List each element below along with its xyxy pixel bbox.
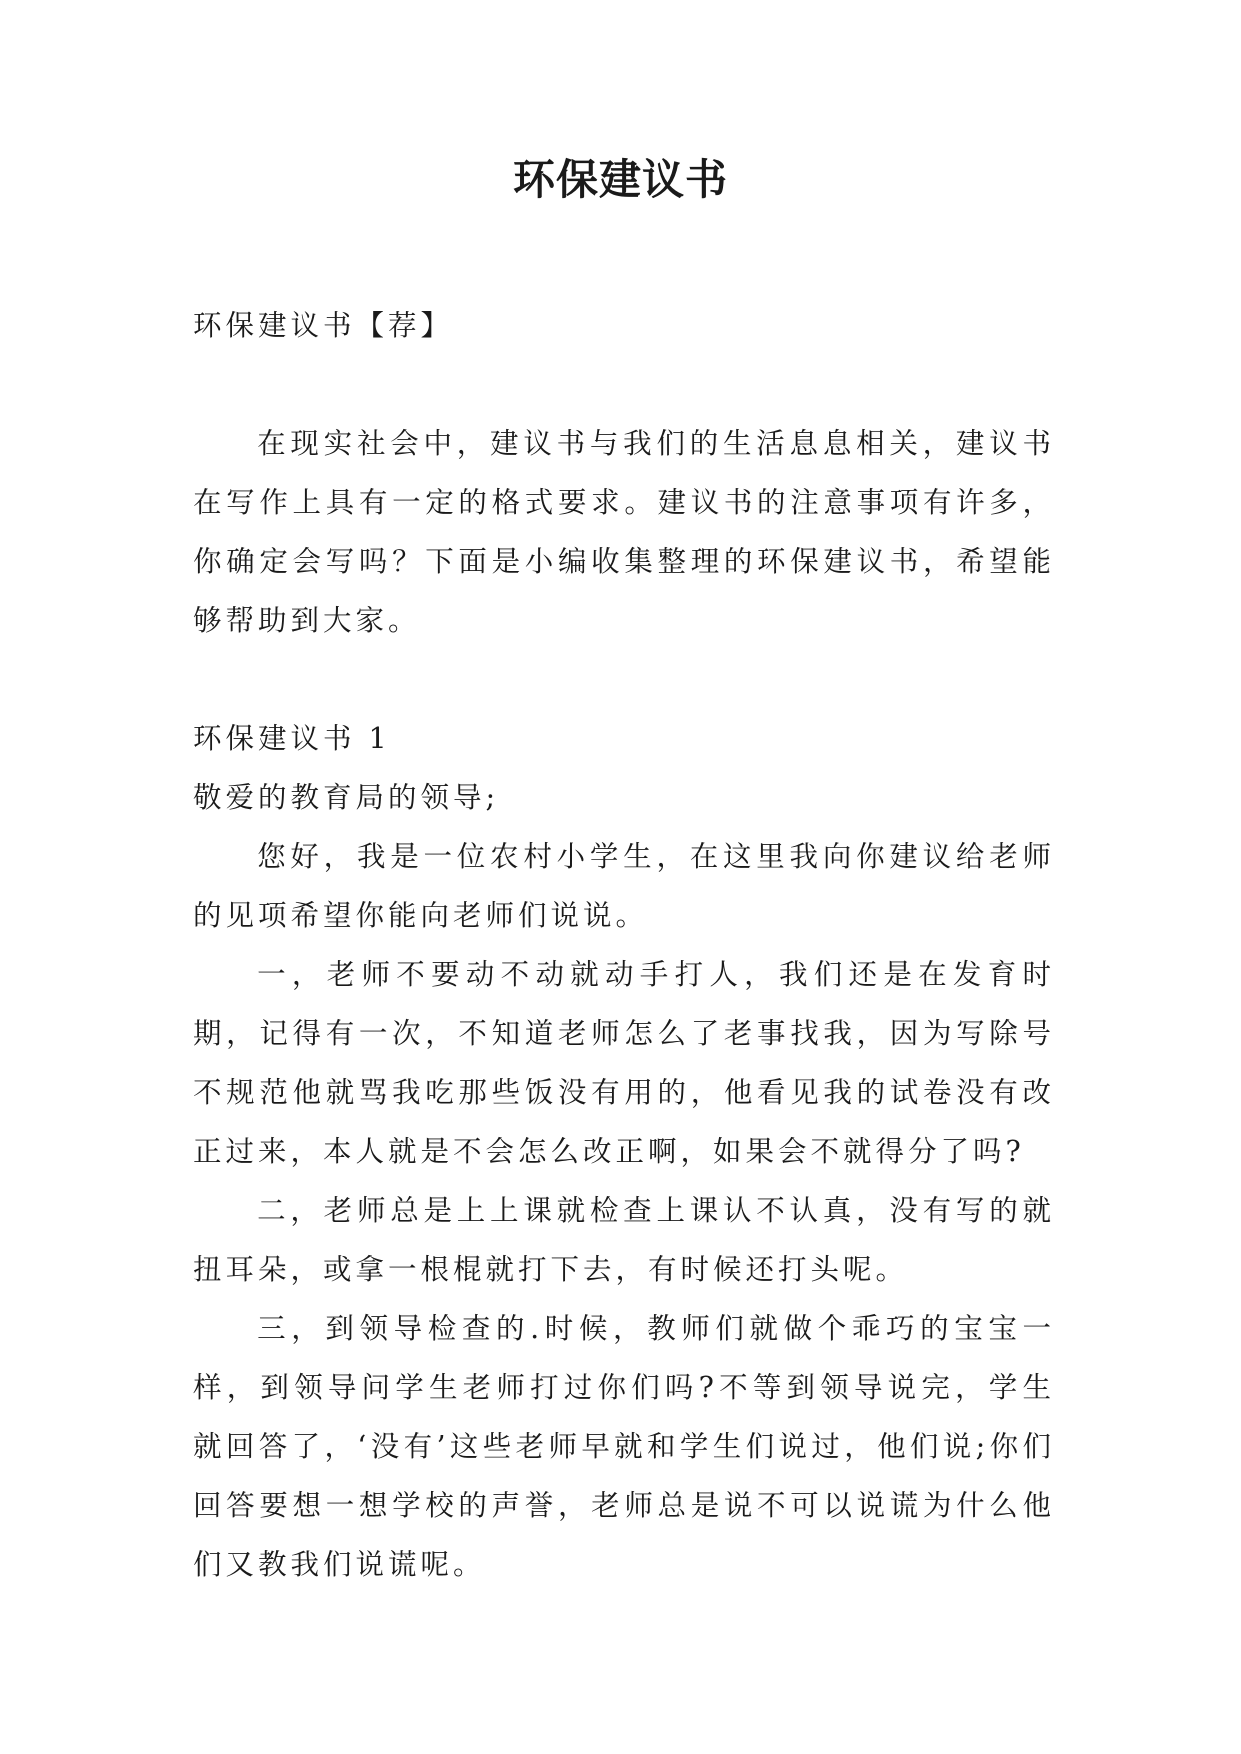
body-paragraph-2: 一，老师不要动不动就动手打人，我们还是在发育时期，记得有一次，不知道老师怎么了老事找我，因为写除号不规范他就骂我吃那些饭没有用的，他看见我的试卷没有改正过来，本人就是不会怎么改正啊，如果会不就得分了吗? bbox=[193, 958, 1055, 1168]
section-heading: 环保建议书 1 bbox=[193, 722, 391, 755]
intro-paragraph: 在现实社会中，建议书与我们的生活息息相关，建议书在写作上具有一定的格式要求。建议书的注意事项有许多，你确定会写吗？下面是小编收集整理的环保建议书，希望能够帮助到大家。 bbox=[193, 427, 1055, 637]
salutation: 敬爱的教育局的领导; bbox=[193, 781, 500, 814]
document-title: 环保建议书 bbox=[512, 155, 728, 204]
body-paragraph-4: 三，到领导检查的.时候，教师们就做个乖巧的宝宝一样，到领导问学生老师打过你们吗?不等到领导说完，学生就回答了，‘没有’这些老师早就和学生们说过，他们说;你们回答要想一想学校的声誉，老师总是说不可以说谎为什么他们又教我们说谎呢。 bbox=[193, 1312, 1055, 1581]
document-body bbox=[193, 296, 1055, 1594]
body-paragraph-1: 您好，我是一位农村小学生，在这里我向你建议给老师的见项希望你能向老师们说说。 bbox=[193, 840, 1055, 932]
body-paragraph-3: 二，老师总是上上课就检查上课认不认真，没有写的就扭耳朵，或拿一根棍就打下去，有时候还打头呢。 bbox=[193, 1194, 1055, 1286]
document-subtitle: 环保建议书【荐】 bbox=[193, 309, 454, 342]
